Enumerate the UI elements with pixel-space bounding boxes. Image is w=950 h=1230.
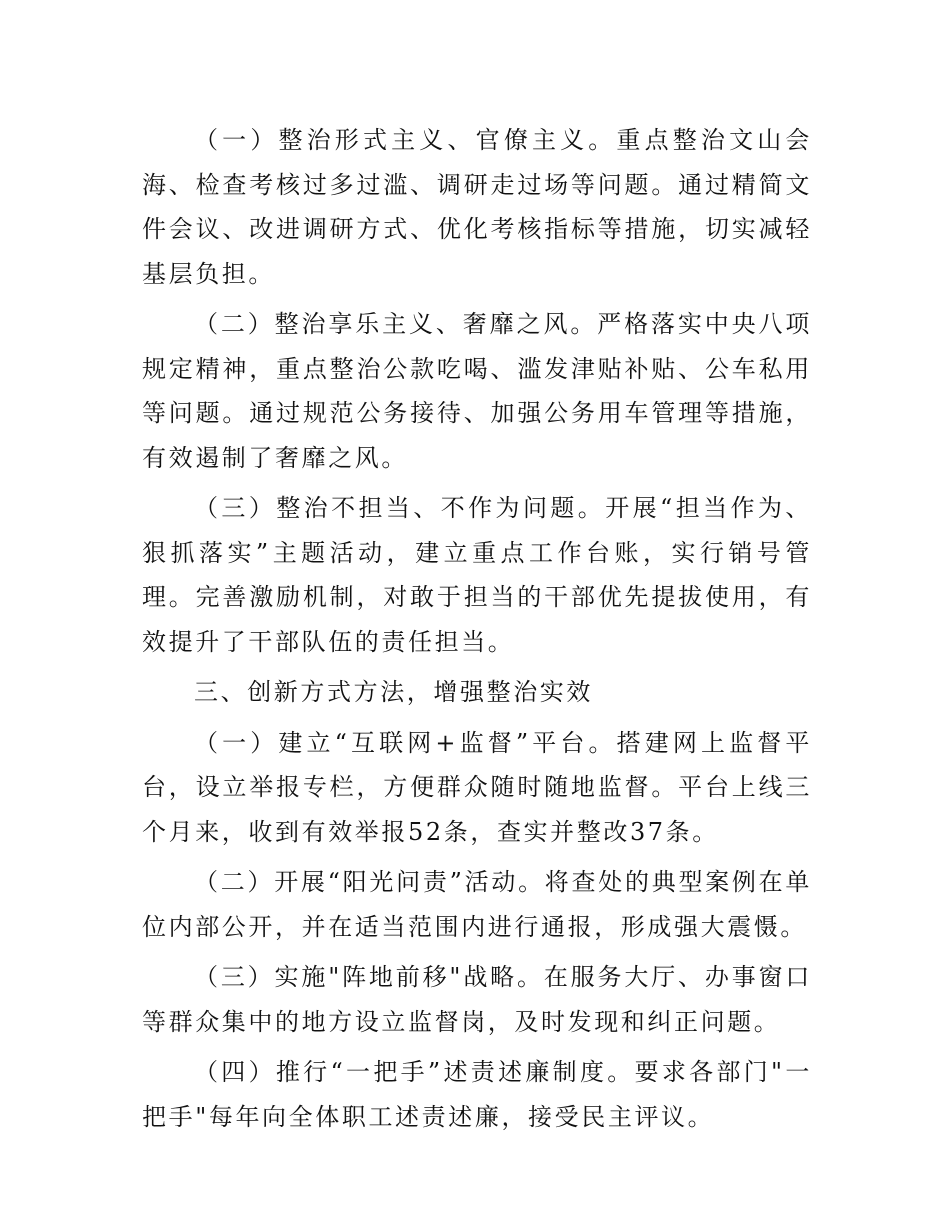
- paragraph-rectify-inaction: （三）整治不担当、不作为问题。开展“担当作为、狠抓落实”主题活动，建立重点工作台账，实行销号管理。完善激励机制，对敢于担当的干部优先提拔使用，有效提升了干部队伍的责任担当。: [142, 494, 812, 656]
- paragraph-rectify-hedonism: （二）整治享乐主义、奢靡之风。严格落实中央八项规定精神，重点整治公款吃喝、滥发津贴补贴、公车私用等问题。通过规范公务接待、加强公务用车管理等措施，有效遏制了奢靡之风。: [142, 310, 812, 472]
- paragraph-leader-reporting: （四）推行“一把手”述责述廉制度。要求各部门"一把手"每年向全体职工述责述廉，接受民主评议。: [142, 1058, 812, 1131]
- paragraph-internet-supervision: （一）建立“互联网+监督”平台。搭建网上监督平台，设立举报专栏，方便群众随时随地监督。平台上线三个月来，收到有效举报52条，查实并整改37条。: [142, 728, 812, 846]
- document-body: [142, 118, 812, 1145]
- section-heading-innovate-methods: 三、创新方式方法，增强整治实效: [194, 678, 593, 706]
- paragraph-rectify-formalism: （一）整治形式主义、官僚主义。重点整治文山会海、检查考核过多过滥、调研走过场等问题。通过精简文件会议、改进调研方式、优化考核指标等措施，切实减轻基层负担。: [142, 126, 812, 288]
- paragraph-sunshine-accountability: （二）开展“阳光问责”活动。将查处的典型案例在单位内部公开，并在适当范围内进行通报，形成强大震慑。: [142, 868, 812, 941]
- paragraph-front-line-strategy: （三）实施"阵地前移"战略。在服务大厅、办事窗口等群众集中的地方设立监督岗，及时发现和纠正问题。: [142, 963, 812, 1036]
